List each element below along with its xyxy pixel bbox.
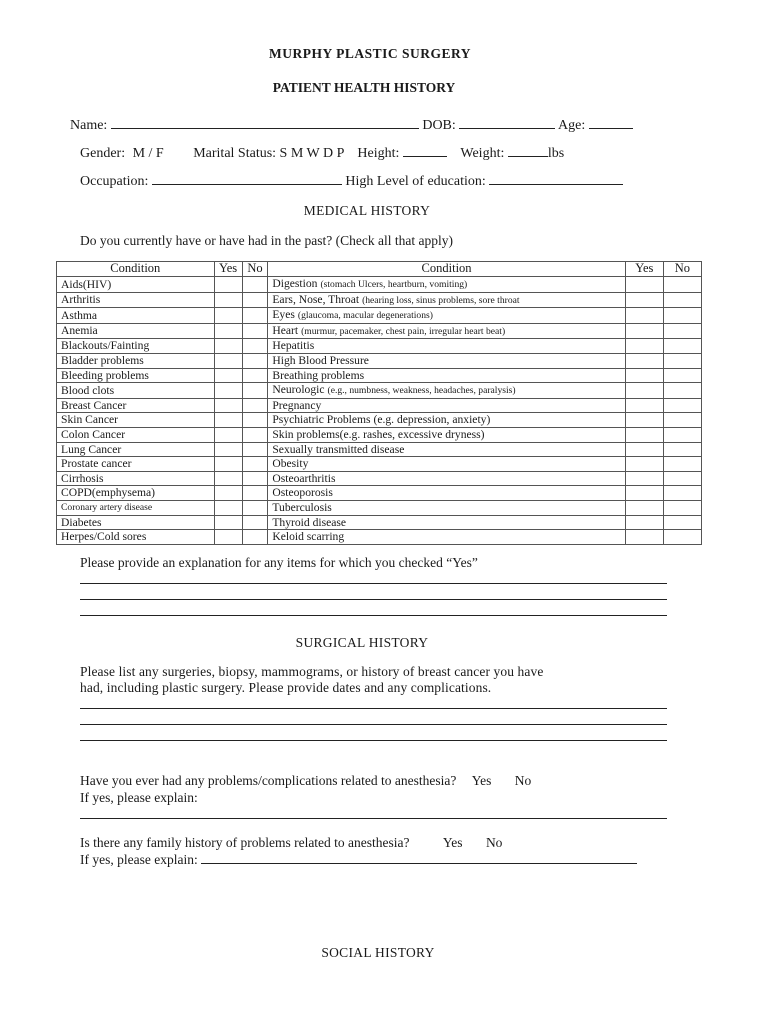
dob-label: DOB: <box>422 118 456 133</box>
education-label: High Level of education: <box>345 174 486 189</box>
yes-checkbox-right[interactable] <box>625 277 663 293</box>
yes-checkbox-left[interactable] <box>214 457 242 472</box>
anesthesia-question-text: Have you ever had any problems/complications related to anesthesia? <box>80 773 457 788</box>
col-condition-left: Condition <box>57 262 215 277</box>
table-row <box>57 471 702 486</box>
condition-right-name: Neurologic <box>272 383 325 397</box>
anesthesia-question <box>80 773 531 789</box>
condition-right <box>268 457 625 472</box>
condition-left: Aids(HIV) <box>57 277 215 293</box>
no-checkbox-right[interactable] <box>663 398 701 413</box>
condition-right <box>268 368 625 383</box>
condition-left: Bladder problems <box>57 353 215 368</box>
condition-right <box>268 277 625 293</box>
yes-checkbox-right[interactable] <box>625 368 663 383</box>
yes-checkbox-left[interactable] <box>214 308 242 324</box>
no-checkbox-right[interactable] <box>663 486 701 501</box>
no-checkbox-right[interactable] <box>663 339 701 354</box>
col-no-right: No <box>663 262 701 277</box>
condition-right <box>268 413 625 428</box>
dob-field[interactable] <box>459 116 555 129</box>
yes-checkbox-left[interactable] <box>214 368 242 383</box>
condition-right <box>268 530 625 545</box>
condition-right-name: Digestion <box>272 277 318 290</box>
no-checkbox-left[interactable] <box>242 292 268 308</box>
no-checkbox-right[interactable] <box>663 442 701 457</box>
condition-right-name: Eyes <box>272 308 295 322</box>
condition-right-detail: (e.g., numbness, weakness, headaches, paralysis) <box>327 385 516 397</box>
explain-line-2[interactable] <box>80 599 667 600</box>
yes-checkbox-right[interactable] <box>625 413 663 428</box>
gender-label: Gender: <box>80 146 126 161</box>
condition-right-name: Osteoarthritis <box>272 471 336 485</box>
no-checkbox-left[interactable] <box>242 277 268 293</box>
condition-right <box>268 500 625 515</box>
no-checkbox-right[interactable] <box>663 515 701 530</box>
social-history-heading: SOCIAL HISTORY <box>321 945 435 960</box>
table-row <box>57 427 702 442</box>
no-checkbox-left[interactable] <box>242 471 268 486</box>
yes-checkbox-left[interactable] <box>214 530 242 545</box>
yes-checkbox-left[interactable] <box>214 398 242 413</box>
no-checkbox-left[interactable] <box>242 515 268 530</box>
condition-left: Asthma <box>57 308 215 324</box>
no-checkbox-left[interactable] <box>242 442 268 457</box>
no-checkbox-right[interactable] <box>663 500 701 515</box>
family-anesthesia-explain-row <box>80 851 637 868</box>
condition-left: Bleeding problems <box>57 368 215 383</box>
form-title: PATIENT HEALTH HISTORY <box>272 80 456 95</box>
yes-checkbox-left[interactable] <box>214 277 242 293</box>
condition-right <box>268 398 625 413</box>
yes-checkbox-left[interactable] <box>214 471 242 486</box>
table-row <box>57 442 702 457</box>
anesthesia-no[interactable]: No <box>514 773 532 788</box>
yes-checkbox-left[interactable] <box>214 413 242 428</box>
condition-right-detail: (glaucoma, macular degenerations) <box>297 310 433 322</box>
family-anesthesia-explain-label: If yes, please explain: <box>80 852 198 867</box>
condition-right-detail: (stomach Ulcers, heartburn, vomiting) <box>320 279 468 290</box>
occupation-label: Occupation: <box>80 174 149 189</box>
medical-history-prompt: Do you currently have or have had in the past? (Check all that apply) <box>80 233 453 248</box>
table-row <box>57 398 702 413</box>
no-checkbox-right[interactable] <box>663 308 701 324</box>
condition-right-name: High Blood Pressure <box>272 353 369 367</box>
yes-checkbox-right[interactable] <box>625 530 663 545</box>
yes-checkbox-right[interactable] <box>625 339 663 354</box>
condition-right <box>268 323 625 339</box>
table-row <box>57 339 702 354</box>
height-label: Height: <box>357 146 400 161</box>
condition-right <box>268 292 625 308</box>
condition-right-name: Heart <box>272 323 299 337</box>
condition-left: Blood clots <box>57 383 215 399</box>
explain-line-1[interactable] <box>80 583 667 584</box>
condition-right-name: Psychiatric Problems (e.g. depression, anxiety) <box>272 413 491 427</box>
yes-checkbox-right[interactable] <box>625 353 663 368</box>
no-checkbox-right[interactable] <box>663 353 701 368</box>
weight-label: Weight: <box>460 146 505 161</box>
condition-right-name: Osteoporosis <box>272 486 333 500</box>
no-checkbox-left[interactable] <box>242 413 268 428</box>
condition-right-name: Ears, Nose, Throat <box>272 292 360 306</box>
no-checkbox-right[interactable] <box>663 530 701 545</box>
family-anesthesia-yes[interactable]: Yes <box>442 835 463 850</box>
condition-right <box>268 383 625 399</box>
age-label: Age: <box>558 118 586 133</box>
condition-left: COPD(emphysema) <box>57 486 215 501</box>
yes-checkbox-left[interactable] <box>214 500 242 515</box>
family-anesthesia-question <box>80 835 502 851</box>
age-field[interactable] <box>589 116 633 129</box>
surgical-line-1[interactable] <box>80 708 667 709</box>
table-row <box>57 486 702 501</box>
condition-left: Skin Cancer <box>57 413 215 428</box>
table-row <box>57 277 702 293</box>
family-anesthesia-question-text: Is there any family history of problems related to anesthesia? <box>80 835 410 850</box>
condition-left: Lung Cancer <box>57 442 215 457</box>
condition-left: Herpes/Cold sores <box>57 530 215 545</box>
yes-checkbox-right[interactable] <box>625 515 663 530</box>
no-checkbox-right[interactable] <box>663 292 701 308</box>
condition-right <box>268 427 625 442</box>
condition-left: Blackouts/Fainting <box>57 339 215 354</box>
surgical-prompt-line-1: Please list any surgeries, biopsy, mammograms, or history of breast cancer you have <box>80 664 544 679</box>
yes-checkbox-left[interactable] <box>214 292 242 308</box>
condition-right-name: Breathing problems <box>272 368 365 382</box>
no-checkbox-left[interactable] <box>242 323 268 339</box>
yes-checkbox-right[interactable] <box>625 471 663 486</box>
no-checkbox-left[interactable] <box>242 383 268 399</box>
condition-left: Breast Cancer <box>57 398 215 413</box>
no-checkbox-right[interactable] <box>663 383 701 399</box>
surgical-prompt-line-2: had, including plastic surgery. Please provide dates and any complications. <box>80 680 492 695</box>
name-label: Name: <box>70 118 108 133</box>
yes-checkbox-left[interactable] <box>214 486 242 501</box>
no-checkbox-right[interactable] <box>663 413 701 428</box>
condition-right-name: Pregnancy <box>272 398 322 412</box>
condition-right-detail: (hearing loss, sinus problems, sore throat <box>362 294 520 306</box>
col-condition-right: Condition <box>268 262 625 277</box>
col-no-left: No <box>242 262 268 277</box>
condition-right <box>268 353 625 368</box>
yes-checkbox-right[interactable] <box>625 442 663 457</box>
yes-checkbox-right[interactable] <box>625 292 663 308</box>
practice-name: MURPHY PLASTIC SURGERY <box>268 46 472 61</box>
col-yes-right: Yes <box>625 262 663 277</box>
condition-left: Arthritis <box>57 292 215 308</box>
condition-right-name: Sexually transmitted disease <box>272 442 405 456</box>
condition-right-name: Tuberculosis <box>272 500 332 514</box>
condition-right-detail: (murmur, pacemaker, chest pain, irregular heart beat) <box>301 325 506 337</box>
yes-checkbox-left[interactable] <box>214 515 242 530</box>
table-row <box>57 383 702 399</box>
no-checkbox-left[interactable] <box>242 427 268 442</box>
table-row <box>57 500 702 515</box>
yes-checkbox-right[interactable] <box>625 427 663 442</box>
surgical-line-2[interactable] <box>80 724 667 725</box>
table-row <box>57 515 702 530</box>
no-checkbox-left[interactable] <box>242 339 268 354</box>
explain-line-3[interactable] <box>80 615 667 616</box>
table-row <box>57 368 702 383</box>
col-yes-left: Yes <box>214 262 242 277</box>
table-row <box>57 353 702 368</box>
family-anesthesia-explain-field[interactable] <box>201 851 637 864</box>
table-header-row <box>57 262 702 277</box>
yes-checkbox-left[interactable] <box>214 339 242 354</box>
no-checkbox-left[interactable] <box>242 353 268 368</box>
table-row <box>57 413 702 428</box>
marital-status-options[interactable]: S M W D P <box>279 146 344 161</box>
condition-left: Diabetes <box>57 515 215 530</box>
condition-right-name: Thyroid disease <box>272 515 347 529</box>
anesthesia-explain-label: If yes, please explain: <box>80 790 198 805</box>
no-checkbox-left[interactable] <box>242 368 268 383</box>
no-checkbox-left[interactable] <box>242 398 268 413</box>
condition-right <box>268 486 625 501</box>
no-checkbox-right[interactable] <box>663 323 701 339</box>
yes-checkbox-left[interactable] <box>214 353 242 368</box>
table-row <box>57 308 702 324</box>
no-checkbox-right[interactable] <box>663 277 701 293</box>
condition-right <box>268 308 625 324</box>
condition-right-name: Obesity <box>272 457 309 471</box>
gender-row <box>80 144 564 162</box>
yes-checkbox-left[interactable] <box>214 383 242 399</box>
yes-checkbox-right[interactable] <box>625 398 663 413</box>
no-checkbox-left[interactable] <box>242 530 268 545</box>
anesthesia-explain-line[interactable] <box>80 818 667 819</box>
table-row <box>57 323 702 339</box>
explain-prompt: Please provide an explanation for any items for which you checked “Yes” <box>80 555 478 570</box>
surgical-line-3[interactable] <box>80 740 667 741</box>
no-checkbox-right[interactable] <box>663 457 701 472</box>
no-checkbox-right[interactable] <box>663 427 701 442</box>
occupation-row <box>80 172 623 190</box>
weight-unit: lbs <box>547 146 565 161</box>
condition-left: Anemia <box>57 323 215 339</box>
surgical-prompt <box>80 664 680 696</box>
name-row <box>70 116 633 134</box>
condition-left: Cirrhosis <box>57 471 215 486</box>
yes-checkbox-right[interactable] <box>625 323 663 339</box>
condition-right <box>268 339 625 354</box>
yes-checkbox-left[interactable] <box>214 323 242 339</box>
no-checkbox-left[interactable] <box>242 457 268 472</box>
no-checkbox-left[interactable] <box>242 500 268 515</box>
condition-right-name: Keloid scarring <box>272 530 345 544</box>
condition-right-name: Hepatitis <box>272 339 315 353</box>
condition-right <box>268 515 625 530</box>
family-anesthesia-no[interactable]: No <box>485 835 503 850</box>
yes-checkbox-left[interactable] <box>214 427 242 442</box>
condition-left: Prostate cancer <box>57 457 215 472</box>
anesthesia-yes[interactable]: Yes <box>471 773 492 788</box>
weight-field[interactable] <box>508 144 548 157</box>
no-checkbox-right[interactable] <box>663 471 701 486</box>
no-checkbox-right[interactable] <box>663 368 701 383</box>
table-row <box>57 457 702 472</box>
table-row <box>57 292 702 308</box>
table-row <box>57 530 702 545</box>
name-field[interactable] <box>111 116 419 129</box>
no-checkbox-left[interactable] <box>242 486 268 501</box>
conditions-table <box>56 261 702 545</box>
condition-left: Colon Cancer <box>57 427 215 442</box>
yes-checkbox-right[interactable] <box>625 486 663 501</box>
yes-checkbox-left[interactable] <box>214 442 242 457</box>
condition-right-name: Skin problems(e.g. rashes, excessive dryness) <box>272 427 485 441</box>
yes-checkbox-right[interactable] <box>625 500 663 515</box>
no-checkbox-left[interactable] <box>242 308 268 324</box>
yes-checkbox-right[interactable] <box>625 383 663 399</box>
medical-history-heading: MEDICAL HISTORY <box>303 203 431 218</box>
yes-checkbox-right[interactable] <box>625 457 663 472</box>
condition-right <box>268 442 625 457</box>
condition-left: Coronary artery disease <box>57 500 215 515</box>
condition-right <box>268 471 625 486</box>
occupation-field[interactable] <box>152 172 342 185</box>
yes-checkbox-right[interactable] <box>625 308 663 324</box>
surgical-history-heading: SURGICAL HISTORY <box>295 635 429 650</box>
education-field[interactable] <box>489 172 623 185</box>
gender-options[interactable]: M / F <box>132 146 164 161</box>
marital-status-label: Marital Status: <box>193 146 277 161</box>
height-field[interactable] <box>403 144 447 157</box>
